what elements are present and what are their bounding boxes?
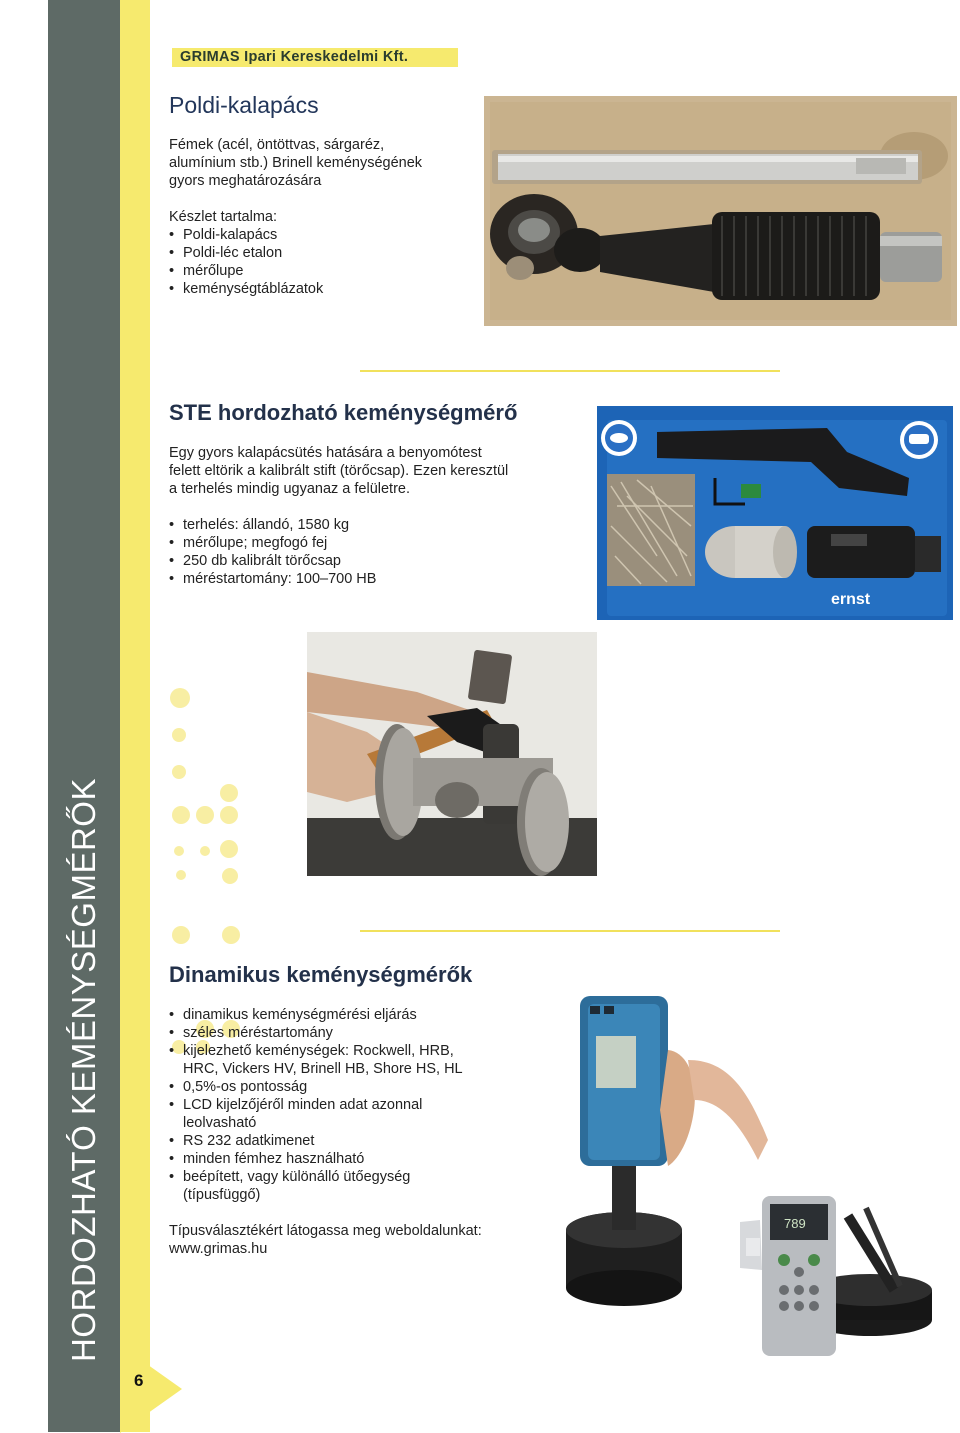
list-item: • mérőlupe — [169, 262, 323, 280]
list-item — [169, 1096, 463, 1132]
list-item: • méréstartomány: 100–700 HB — [169, 570, 376, 588]
list-item-text: széles méréstartomány — [183, 1025, 333, 1041]
poldi-description — [169, 136, 422, 190]
page-number: 6 — [134, 1371, 144, 1390]
list-item-text: (típusfüggő) — [183, 1187, 261, 1203]
dynamic-tester-photo — [548, 990, 948, 1362]
list-item-text: minden fémhez használható — [183, 1151, 365, 1167]
section-divider — [360, 930, 780, 932]
footer-line: Típusválasztékért látogassa meg weboldalunkat: — [169, 1223, 482, 1239]
list-item: • Poldi-kalapács — [169, 226, 323, 244]
list-item: • terhelés: állandó, 1580 kg — [169, 516, 376, 534]
list-item-text: kijelezhető keménységek: Rockwell, HRB, — [183, 1043, 454, 1059]
website-note — [169, 1222, 482, 1258]
list-item: • mérőlupe; megfogó fej — [169, 534, 376, 552]
description-line: felett eltörik a kalibrált stift (törőcsap). Ezen keresztül — [169, 463, 509, 479]
ste-case-photo — [597, 406, 953, 620]
page-number-tab — [120, 1345, 182, 1433]
poldi-kit-list — [169, 226, 323, 298]
ste-description — [169, 444, 508, 498]
list-item — [169, 1024, 463, 1042]
ste-spec-list — [169, 516, 376, 588]
list-item: • 250 db kalibrált törőcsap — [169, 552, 376, 570]
section-title-poldi: Poldi-kalapács — [169, 92, 319, 118]
section-title-dynamic: Dinamikus keménységmérők — [169, 962, 473, 987]
list-item-text: leolvasható — [183, 1115, 257, 1131]
page-margin — [0, 0, 48, 1432]
hammer-testing-photo — [307, 632, 597, 876]
list-item-text: 0,5%-os pontosság — [183, 1079, 308, 1095]
list-item — [169, 1150, 463, 1168]
list-item-text: LCD kijelzőjéről minden adat azonnal — [183, 1097, 423, 1113]
list-item-text: dinamikus keménységmérési eljárás — [183, 1007, 417, 1023]
website-link[interactable]: www.grimas.hu — [169, 1241, 268, 1257]
list-item-text: beépített, vagy különálló ütőegység — [183, 1169, 411, 1185]
list-item — [169, 1078, 463, 1096]
kit-label: Készlet tartalma: — [169, 209, 277, 225]
list-item: • keménységtáblázatok — [169, 280, 323, 298]
description-line: a terhelés mindig ugyanaz a felületre. — [169, 481, 411, 497]
list-item — [169, 1006, 463, 1024]
sidebar-accent-strip — [120, 0, 150, 1432]
list-item: • Poldi-léc etalon — [169, 244, 323, 262]
description-line: Egy gyors kalapácsütés hatására a benyomótest — [169, 445, 482, 461]
list-item — [169, 1132, 463, 1150]
description-line: gyors meghatározására — [169, 173, 322, 189]
sidebar-title: HORDOZHATÓ KEMÉNYSÉGMÉRŐK — [65, 778, 102, 1362]
description-line: alumínium stb.) Brinell keménységének — [169, 155, 423, 171]
list-item-text: HRC, Vickers HV, Brinell HB, Shore HS, HL — [183, 1061, 463, 1077]
list-item — [169, 1042, 463, 1078]
poldi-hammer-photo — [484, 96, 957, 326]
section-divider — [360, 370, 780, 372]
device-readout: 789 — [784, 1216, 806, 1231]
description-line: Fémek (acél, öntöttvas, sárgaréz, — [169, 137, 385, 153]
list-item — [169, 1168, 463, 1204]
section-title-ste: STE hordozható keménységmérő — [169, 400, 518, 425]
dynamic-feature-list — [169, 1006, 463, 1204]
list-item-text: RS 232 adatkimenet — [183, 1133, 315, 1149]
case-brand-logo: ernst — [831, 591, 871, 608]
company-header: GRIMAS Ipari Kereskedelmi Kft. — [172, 48, 458, 67]
